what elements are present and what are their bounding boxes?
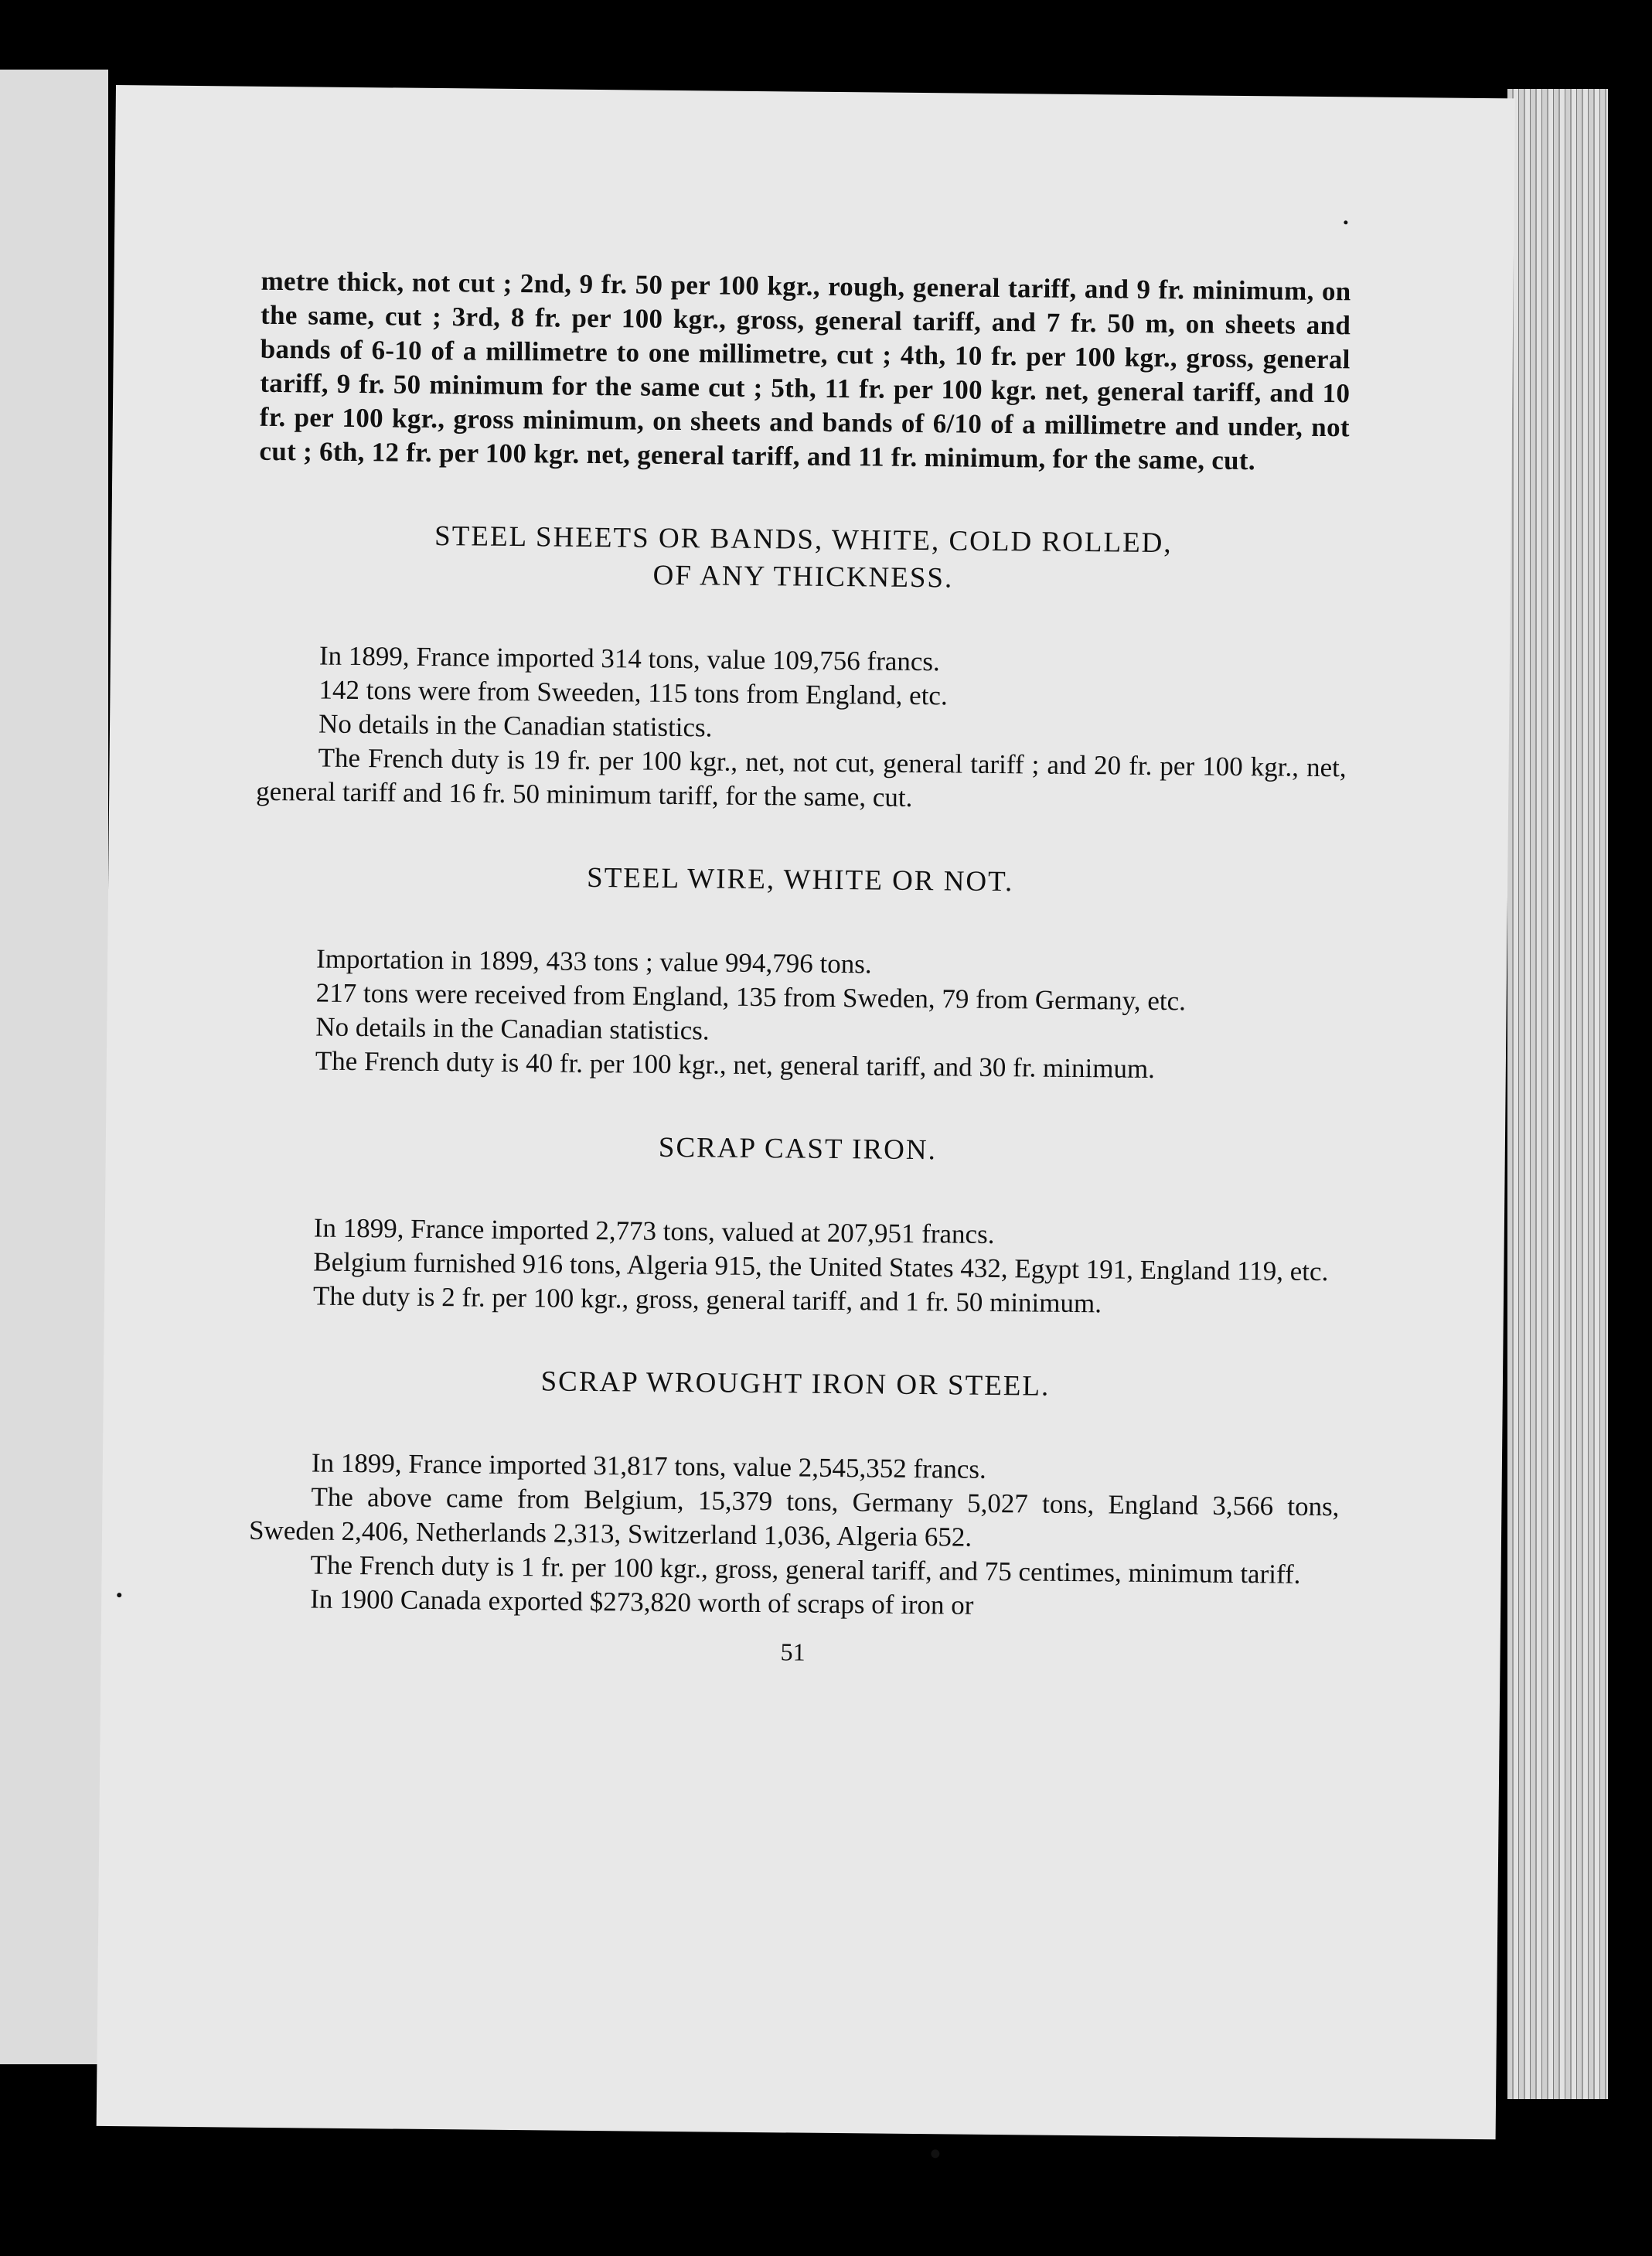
section-heading: STEEL WIRE, WHITE OR NOT.	[586, 861, 1014, 898]
ink-speck	[931, 2149, 939, 2158]
heading-line-1: STEEL SHEETS OR BANDS, WHITE, COLD ROLLED,	[434, 520, 1173, 560]
paragraph: 142 tons were from Sweeden, 115 tons from England, etc.	[318, 674, 948, 711]
paragraph: Belgium furnished 916 tons, Algeria 915, the United States 432, Egypt 191, England 119, etc.	[313, 1246, 1329, 1287]
section-heading	[258, 516, 1349, 601]
page-number: 51	[780, 1637, 806, 1666]
paragraph: In 1899, France imported 31,817 tons, value 2,545,352 francs.	[311, 1447, 986, 1484]
paragraph: The French duty is 19 fr. per 100 kgr., net, not cut, general tariff ; and 20 fr. per 100 kgr., net, general tariff and 16 fr. 50 minimum tariff, for the same, cut.	[256, 742, 1347, 813]
paragraph: Importation in 1899, 433 tons ; value 994,796 tons.	[315, 943, 872, 980]
heading-line-2: OF ANY THICKNESS.	[652, 559, 954, 595]
facing-page-edge	[0, 70, 108, 2064]
paragraph: In 1900 Canada exported $273,820 worth of scraps of iron or	[310, 1583, 974, 1620]
paragraph: The duty is 2 fr. per 100 kgr., gross, general tariff, and 1 fr. 50 minimum.	[312, 1280, 1102, 1319]
section-steel-sheets	[256, 516, 1349, 820]
intro-paragraph: metre thick, not cut ; 2nd, 9 fr. 50 per 100 kgr., rough, general tariff, and 9 fr. minimum, on the same, cut ; 3rd, 8 fr. per 100 kgr., gross, general tariff, and 7 fr. 50 m, on sheets and bands of 6-10 of a millimetre to one millimetre, cut ; 4th, 10 fr. per 100 kgr., gross, general tariff, 9 fr. 50 minimum for the same cut ; 5th, 11 fr. per 100 kgr. net, general tariff, and 10 fr. per 100 kgr., gross minimum, on sheets and bands of 6/10 of a millimetre and under, not cut ; 6th, 12 fr. per 100 kgr. net, general tariff, and 11 fr. minimum, for the same, cut.	[259, 265, 1351, 476]
page-content	[247, 264, 1351, 1674]
paragraph: The French duty is 40 fr. per 100 kgr., net, general tariff, and 30 fr. minimum.	[315, 1045, 1156, 1084]
section-scrap-wrought-iron	[248, 1361, 1340, 1627]
book-page	[97, 85, 1515, 2139]
paragraph: No details in the Canadian statistics.	[318, 708, 713, 743]
section-scrap-cast-iron	[251, 1126, 1343, 1324]
section-steel-wire	[254, 857, 1346, 1089]
section-heading: SCRAP WROUGHT IRON OR STEEL.	[540, 1365, 1051, 1402]
section-heading: SCRAP CAST IRON.	[658, 1131, 938, 1167]
ink-speck	[117, 1593, 121, 1597]
paragraph: The French duty is 1 fr. per 100 kgr., gross, general tariff, and 75 centimes, minimum tariff.	[310, 1549, 1301, 1590]
book-page-edges	[1507, 89, 1608, 2099]
ink-speck	[1344, 220, 1347, 224]
paragraph: In 1899, France imported 2,773 tons, valued at 207,951 francs.	[313, 1212, 995, 1249]
paragraph: In 1899, France imported 314 tons, value 109,756 francs.	[318, 640, 940, 677]
paragraph: 217 tons were received from England, 135 from Sweden, 79 from Germany, etc.	[315, 977, 1187, 1017]
paragraph: No details in the Canadian statistics.	[315, 1011, 710, 1046]
paragraph: The above came from Belgium, 15,379 tons, Germany 5,027 tons, England 3,566 tons, Sweden 2,406, Netherlands 2,313, Switzerland 1,036, Algeria 652.	[248, 1481, 1340, 1552]
